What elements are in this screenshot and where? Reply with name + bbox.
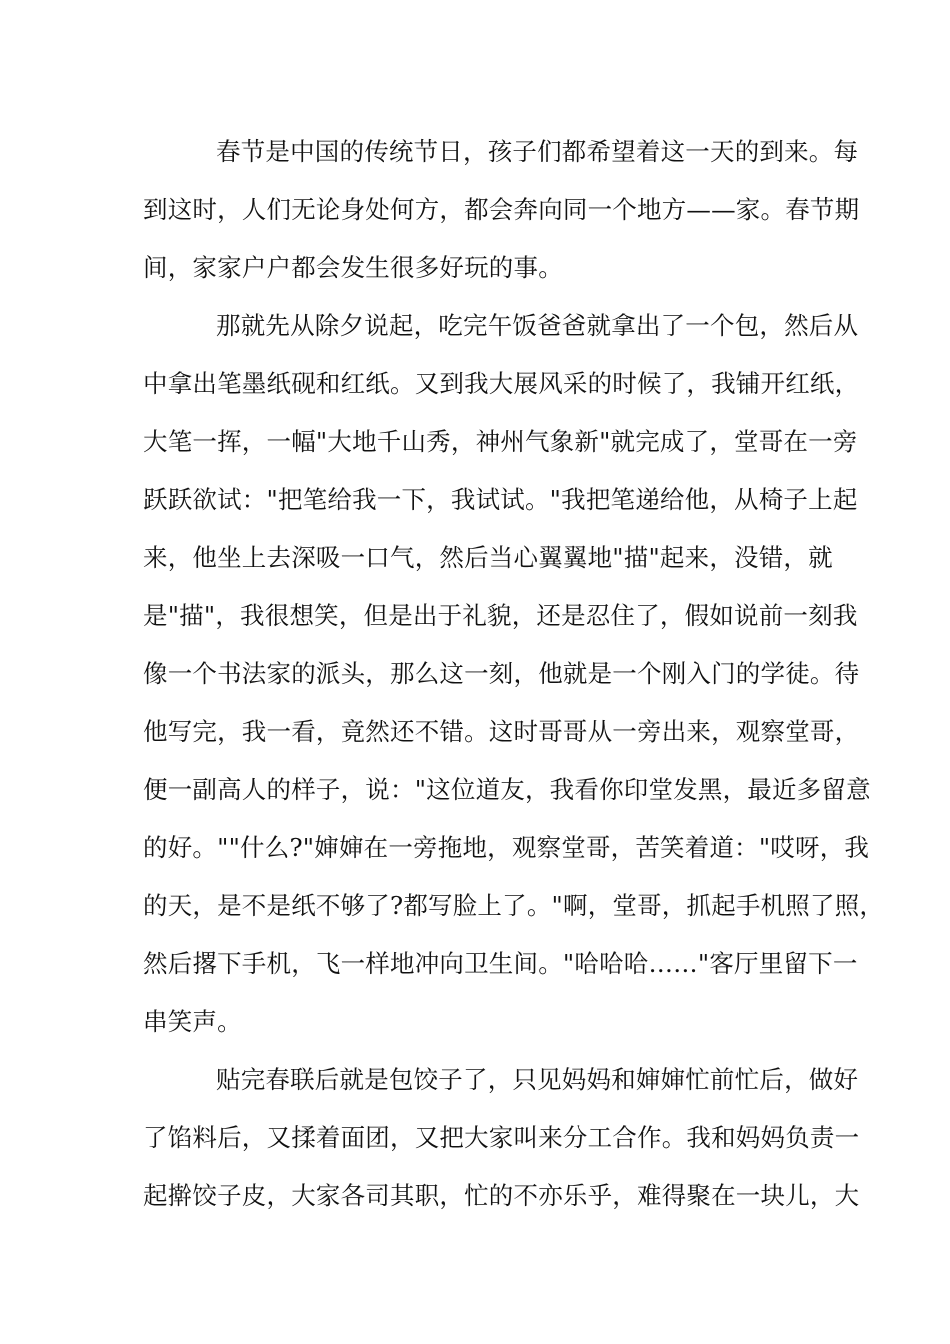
paragraph-2-line-11: 的天，是不是纸不够了?都写脸上了。"啊，堂哥，抓起手机照了照，	[143, 891, 885, 920]
paragraph-2-line-3: 大笔一挥，一幅"大地千山秀，神州气象新"就完成了，堂哥在一旁	[143, 427, 858, 456]
paragraph-2-line-6: 是"描"，我很想笑，但是出于礼貌，还是忍住了，假如说前一刻我	[143, 601, 858, 630]
paragraph-2-line-1: 那就先从除夕说起，吃完午饭爸爸就拿出了一个包，然后从	[216, 311, 859, 340]
paragraph-3-line-3: 起擀饺子皮，大家各司其职，忙的不亦乐乎，难得聚在一块儿，大	[143, 1181, 860, 1210]
paragraph-1-line-3: 间，家家户户都会发生很多好玩的事。	[143, 253, 563, 282]
paragraph-2-line-12: 然后撂下手机，飞一样地冲向卫生间。"哈哈哈……"客厅里留下一	[143, 949, 858, 978]
paragraph-2-line-5: 来，他坐上去深吸一口气，然后当心翼翼地"描"起来，没错，就	[143, 543, 833, 572]
paragraph-1-line-2: 到这时，人们无论身处何方，都会奔向同一个地方——家。春节期	[143, 195, 860, 224]
paragraph-2-line-4: 跃跃欲试："把笔给我一下，我试试。"我把笔递给他，从椅子上起	[143, 485, 858, 514]
paragraph-3-line-1: 贴完春联后就是包饺子了，只见妈妈和婶婶忙前忙后，做好	[216, 1065, 859, 1094]
paragraph-2-line-8: 他写完，我一看，竟然还不错。这时哥哥从一旁出来，观察堂哥，	[143, 717, 860, 746]
paragraph-2-line-13: 串笑声。	[143, 1007, 242, 1036]
paragraph-2-line-7: 像一个书法家的派头，那么这一刻，他就是一个刚入门的学徒。待	[143, 659, 860, 688]
paragraph-3-line-2: 了馅料后，又揉着面团，又把大家叫来分工合作。我和妈妈负责一	[143, 1123, 860, 1152]
paragraph-2-line-9: 便一副高人的样子，说："这位道友，我看你印堂发黑，最近多留意	[143, 775, 871, 804]
paragraph-2-line-10: 的好。""什么?"婶婶在一旁拖地，观察堂哥，苦笑着道："哎呀，我	[143, 833, 870, 862]
paragraph-1-line-1: 春节是中国的传统节日，孩子们都希望着这一天的到来。每	[216, 137, 859, 166]
paragraph-2-line-2: 中拿出笔墨纸砚和红纸。又到我大展风采的时候了，我铺开红纸，	[143, 369, 860, 398]
